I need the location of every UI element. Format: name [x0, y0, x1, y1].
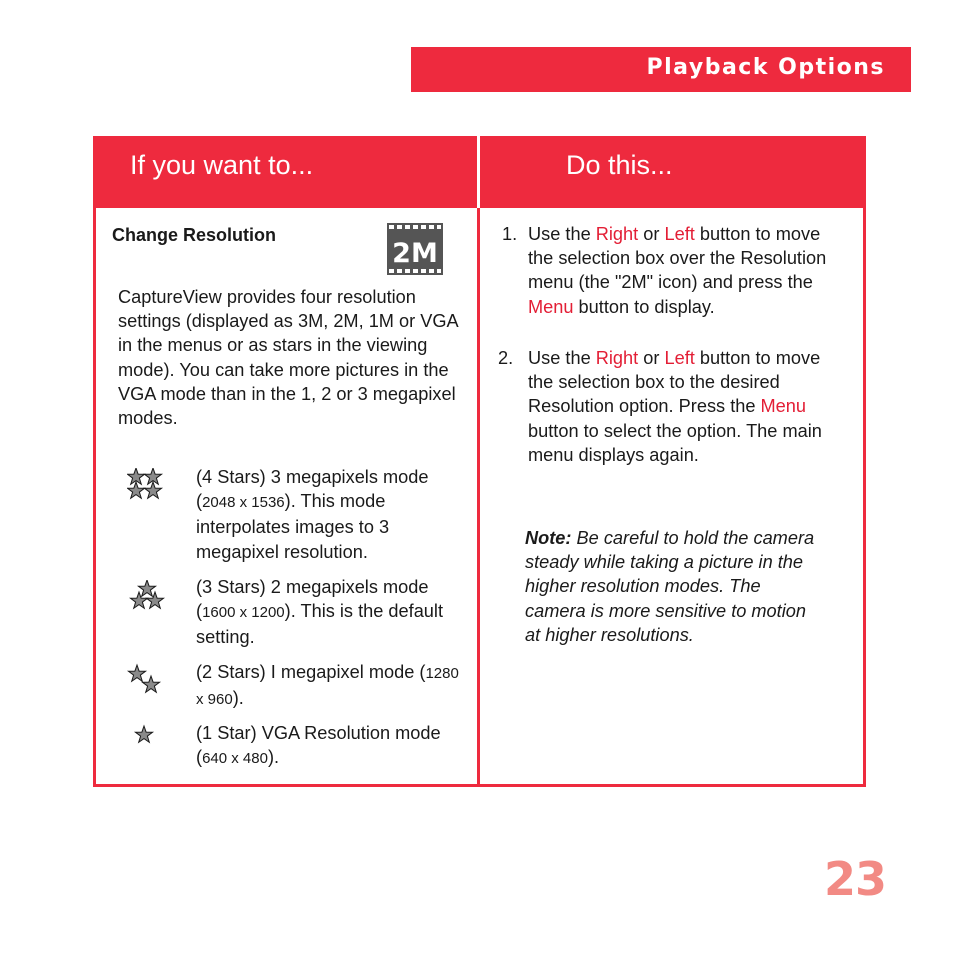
left-button-ref: Left	[664, 224, 695, 244]
option-1-star-text: (1 Star) VGA Resolution mode (640 x 480).	[196, 723, 441, 768]
one-star-icon	[133, 724, 155, 746]
right-button-ref: Right	[595, 224, 639, 244]
step-1-number: 1.	[502, 224, 518, 244]
section-title-banner	[411, 47, 911, 92]
header-right-cell	[480, 136, 866, 208]
zm-icon-label: 2M	[392, 238, 438, 269]
header-left-label: If you want to...	[130, 150, 314, 180]
two-stars-icon	[126, 663, 162, 697]
instruction-table	[93, 136, 866, 790]
menu-button-ref: Menu	[528, 296, 574, 317]
option-3-stars-text: (3 Stars) 2 megapixels mode (1600 x 1200). This is the default setting.	[196, 577, 444, 648]
four-stars-icon	[127, 468, 165, 500]
header-left-cell	[93, 136, 477, 208]
right-button-ref: Right	[595, 348, 639, 368]
note-text: Note: Be careful to hold the camera steady while taking a picture in the higher resolution modes. The camera is more sensitive to motion at higher resolutions.	[525, 528, 815, 645]
resolution-2m-icon	[385, 222, 445, 276]
step-2-number: 2.	[498, 348, 514, 368]
three-stars-icon	[129, 580, 165, 612]
change-resolution-heading: Change Resolution	[112, 225, 277, 245]
step-1-text: Use the Right or Left button to move the selection box over the Resolution menu (the "2M" icon) and press the Menu button to display.	[528, 224, 827, 317]
right-column	[477, 208, 866, 787]
header-right-label: Do this...	[566, 150, 673, 180]
option-2-stars-text: (2 Stars) I megapixel mode (1280 x 960).	[196, 662, 459, 709]
left-column	[93, 208, 480, 787]
resolution-intro-text: CaptureView provides four resolution settings (displayed as 3M, 2M, 1M or VGA in the menus or as stars in the viewing mode). You can take more pictures in the VGA mode than in the 1, 2 or 3 megapixel modes.	[118, 287, 458, 429]
page-number: 23	[824, 852, 887, 906]
note-label: Note:	[525, 528, 572, 548]
section-title: Playback Options	[646, 55, 885, 80]
step-2-text: Use the Right or Left button to move the selection box to the desired Resolution option. Press the Menu button to select the option. The main menu displays again.	[528, 348, 822, 465]
option-4-stars-text: (4 Stars) 3 megapixels mode (2048 x 1536). This mode interpolates images to 3 megapixel resolution.	[196, 467, 429, 562]
left-button-ref: Left	[664, 348, 695, 368]
menu-button-ref: Menu	[760, 396, 807, 417]
